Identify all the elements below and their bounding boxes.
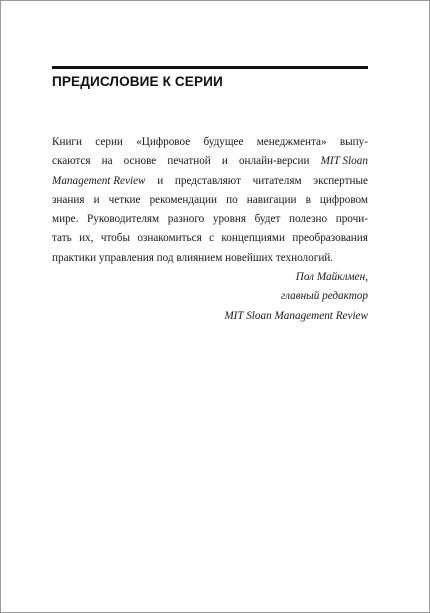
body-line: знания и четкие рекомендации по навигации в цифровом	[52, 193, 368, 206]
signature-org: MIT Sloan Management Review	[224, 309, 368, 322]
body-line: Management Review и представляют читателям экспертные	[52, 174, 368, 187]
signature-role: главный редактор	[280, 290, 368, 303]
preface-body	[52, 133, 368, 326]
signature-name: Пол Майклмен,	[295, 271, 368, 284]
section-heading: ПРЕДИСЛОВИЕ К СЕРИИ	[52, 74, 223, 89]
body-line: Книги серии «Цифровое будущее менеджмента» выпу-	[52, 136, 368, 148]
heading-rule	[52, 66, 368, 69]
body-line: тать их, чтобы ознакомиться с концепциями преобразования	[52, 232, 368, 245]
body-line: мире. Руководителям разного уровня будет полезно прочи-	[52, 213, 368, 226]
body-line: скаются на основе печатной и онлайн-версии MIT Sloan	[52, 155, 368, 168]
body-line: практики управления под влиянием новейших технологий.	[52, 251, 334, 264]
